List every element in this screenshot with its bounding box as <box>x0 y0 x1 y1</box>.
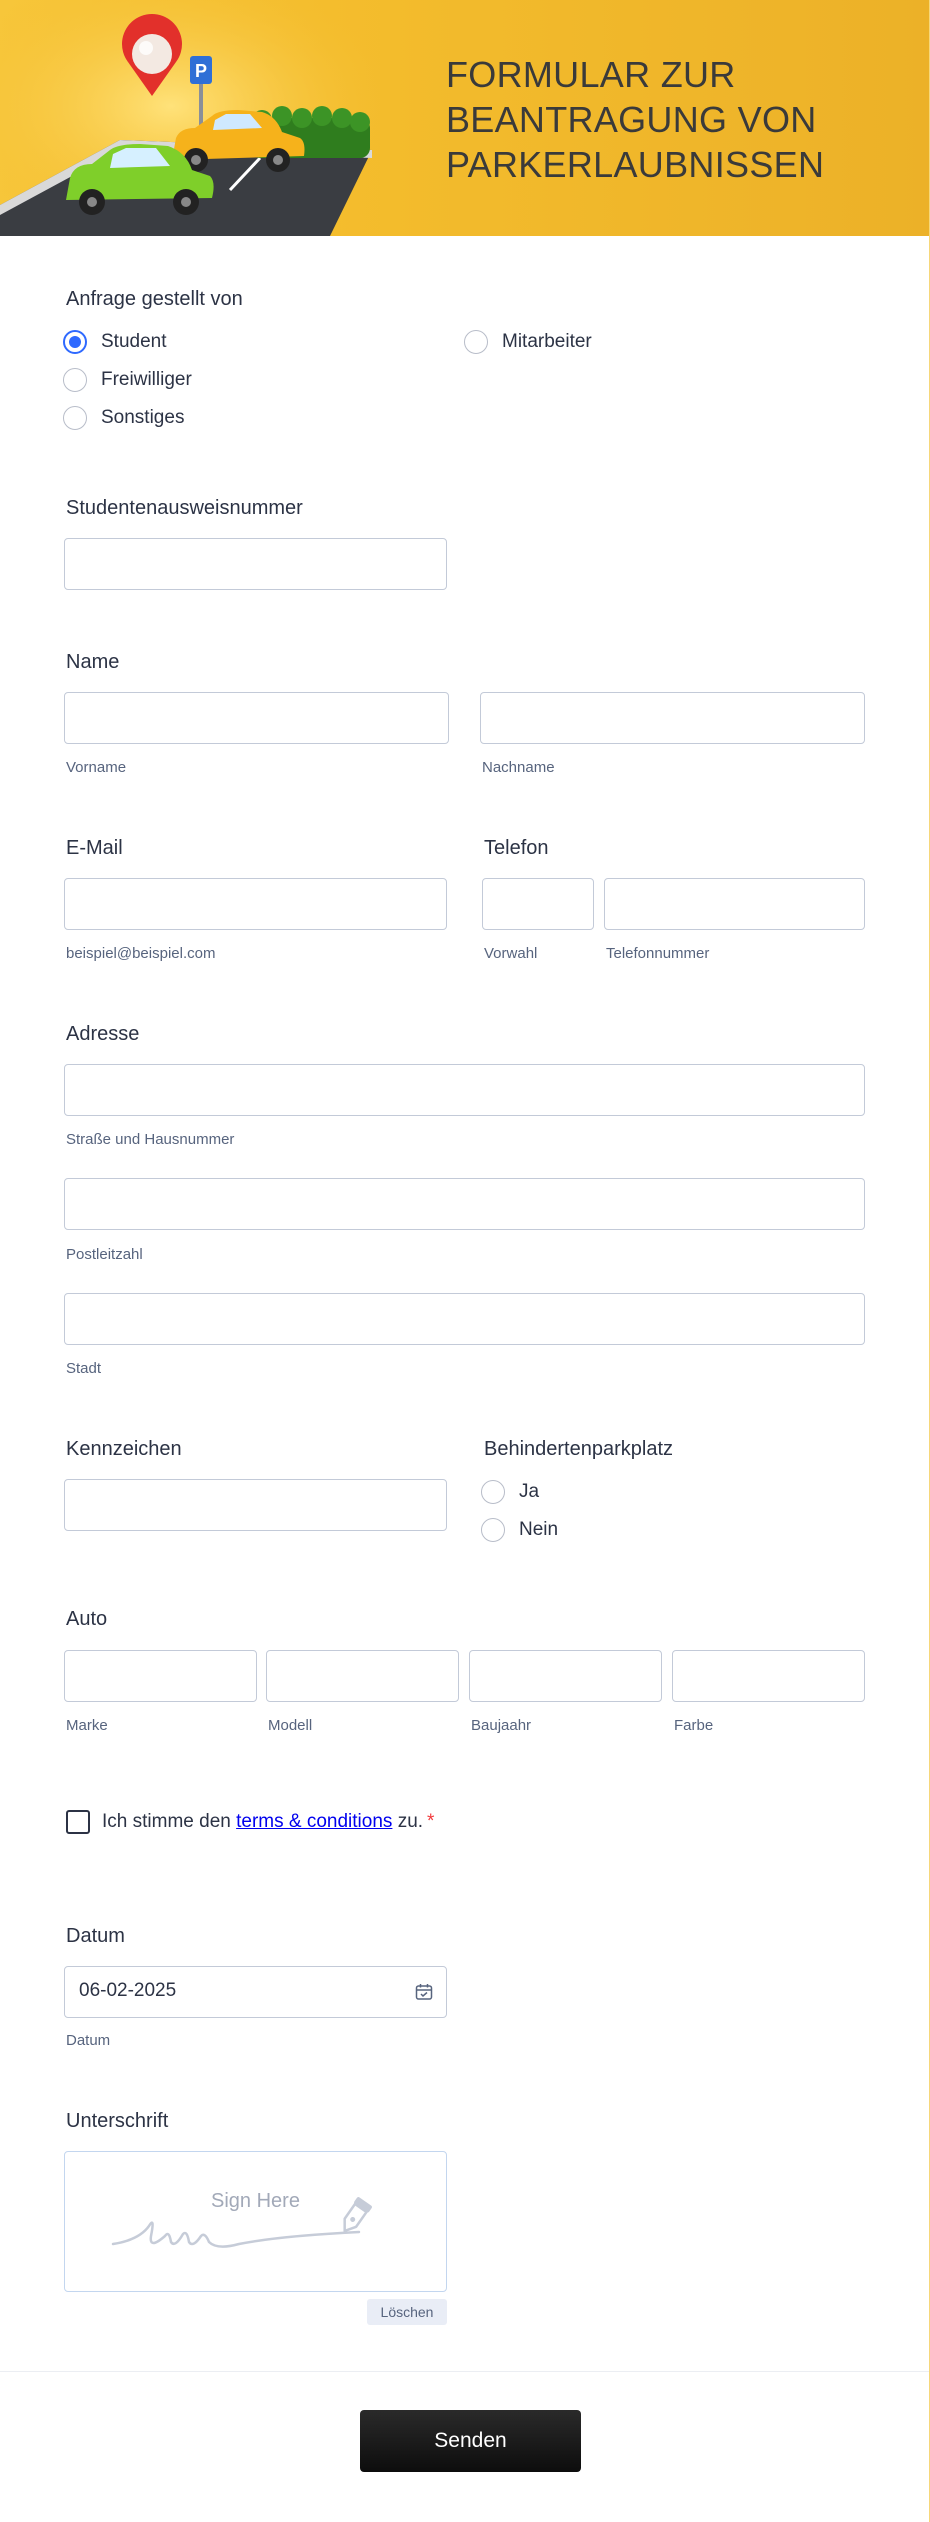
zip-sublabel: Postleitzahl <box>66 1246 143 1263</box>
phone-label: Telefon <box>484 837 549 859</box>
terms-link[interactable]: terms & conditions <box>236 1811 393 1832</box>
car-label: Auto <box>66 1608 108 1630</box>
terms-label <box>102 1811 434 1833</box>
email-input[interactable] <box>64 878 447 930</box>
student-id-label: Studentenausweisnummer <box>66 497 303 519</box>
radio-freiwilliger-label[interactable]: Freiwilliger <box>101 369 192 390</box>
form-title-line-2: BEANTRAGUNG VON <box>446 99 817 140</box>
email-label: E-Mail <box>66 837 123 859</box>
radio-student[interactable] <box>63 330 87 354</box>
terms-suffix: zu. <box>397 1811 424 1832</box>
radio-sonstiges-label[interactable]: Sonstiges <box>101 407 185 428</box>
email-sublabel: beispiel@beispiel.com <box>66 945 216 962</box>
radio-student-label[interactable]: Student <box>101 331 167 352</box>
radio-nein-label[interactable]: Nein <box>519 1519 559 1540</box>
form-title-line-3: PARKERLAUBNISSEN <box>446 144 825 185</box>
phone-number-input[interactable] <box>604 878 865 930</box>
date-input[interactable] <box>64 1966 447 2018</box>
signature-label: Unterschrift <box>66 2110 169 2132</box>
car-model-input[interactable] <box>266 1650 459 1702</box>
signature-pad[interactable] <box>64 2151 447 2292</box>
last-name-input[interactable] <box>480 692 865 744</box>
street-input[interactable] <box>64 1064 865 1116</box>
last-name-sublabel: Nachname <box>482 759 555 776</box>
first-name-sublabel: Vorname <box>66 759 127 776</box>
license-plate-label: Kennzeichen <box>66 1438 182 1460</box>
city-sublabel: Stadt <box>66 1360 102 1377</box>
footer-divider <box>0 2371 929 2372</box>
form-header <box>0 0 929 236</box>
parking-cars-illustration <box>0 0 380 236</box>
date-value: 06-02-2025 <box>79 1980 177 2001</box>
request-by-label: Anfrage gestellt von <box>66 288 243 310</box>
car-color-input[interactable] <box>672 1650 865 1702</box>
license-plate-input[interactable] <box>64 1479 447 1531</box>
address-label: Adresse <box>66 1023 140 1045</box>
required-mark: * <box>427 1811 435 1832</box>
terms-prefix: Ich stimme den <box>102 1811 231 1832</box>
radio-sonstiges[interactable] <box>63 406 87 430</box>
radio-nein[interactable] <box>481 1518 505 1542</box>
car-year-input[interactable] <box>469 1650 662 1702</box>
form-title-line-1: FORMULAR ZUR <box>446 54 736 95</box>
street-sublabel: Straße und Hausnummer <box>66 1131 235 1148</box>
city-input[interactable] <box>64 1293 865 1345</box>
student-id-input[interactable] <box>64 538 447 590</box>
zip-input[interactable] <box>64 1178 865 1230</box>
clear-signature-button[interactable]: Löschen <box>367 2299 447 2325</box>
name-label: Name <box>66 651 120 673</box>
car-color-sublabel: Farbe <box>674 1717 714 1734</box>
car-make-sublabel: Marke <box>66 1717 108 1734</box>
signature-placeholder: Sign Here <box>211 2190 300 2212</box>
calendar-icon[interactable] <box>414 1982 434 2002</box>
car-year-sublabel: Baujaahr <box>471 1717 532 1734</box>
submit-button[interactable]: Senden <box>360 2410 581 2472</box>
form-title <box>446 52 866 187</box>
radio-mitarbeiter-label[interactable]: Mitarbeiter <box>502 331 592 352</box>
date-sublabel: Datum <box>66 2032 111 2049</box>
car-make-input[interactable] <box>64 1650 257 1702</box>
phone-number-sublabel: Telefonnummer <box>606 945 710 962</box>
first-name-input[interactable] <box>64 692 449 744</box>
terms-checkbox[interactable] <box>66 1810 90 1834</box>
area-code-input[interactable] <box>482 878 594 930</box>
radio-mitarbeiter[interactable] <box>464 330 488 354</box>
disabled-parking-label: Behindertenparkplatz <box>484 1438 674 1460</box>
car-model-sublabel: Modell <box>268 1717 313 1734</box>
radio-ja[interactable] <box>481 1480 505 1504</box>
radio-freiwilliger[interactable] <box>63 368 87 392</box>
svg-text:P: P <box>194 61 208 81</box>
radio-ja-label[interactable]: Ja <box>519 1481 540 1502</box>
signature-scribble-icon <box>109 2196 409 2256</box>
date-label: Datum <box>66 1925 125 1947</box>
area-code-sublabel: Vorwahl <box>484 945 538 962</box>
